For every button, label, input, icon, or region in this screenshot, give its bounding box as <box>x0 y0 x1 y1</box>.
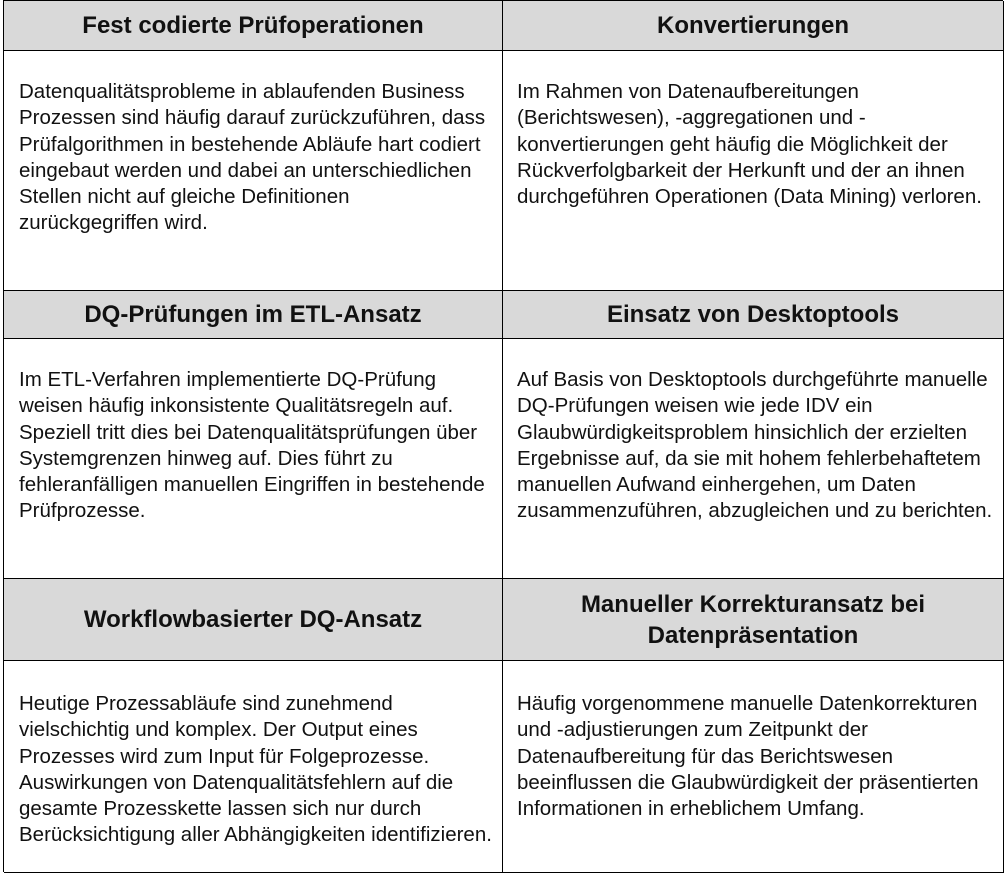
body-text: Datenqualitätsprobleme in ablaufenden Business Prozessen sind häufig darauf zurückzuführen, dass Prüfalgorithmen in bestehende Abläufe hart codiert eingebaut werden und dabei an unterschiedlichen Stellen nicht auf gleiche Definitionen zurückgegriffen wird. <box>19 80 486 235</box>
heading-text: Manueller Korrekturansatz bei Datenpräsentation <box>580 590 926 649</box>
heading-text: Konvertierungen <box>656 12 850 39</box>
body-text: Häufig vorgenommene manuelle Datenkorrekturen und -adjustierungen zum Zeitpunkt der Datenaufbereitung für das Berichtswesen beeinflussen die Glaubwürdigkeit der präsentierten Informationen in erheblichem Umfang. <box>517 692 979 821</box>
body-einsatz-desktoptools <box>503 339 1004 579</box>
heading-fest-codierte-pruefoperationen <box>4 1 503 51</box>
heading-einsatz-desktoptools <box>503 291 1004 339</box>
body-manueller-korrekturansatz <box>503 661 1004 873</box>
heading-dq-pruefungen-etl <box>4 291 503 339</box>
body-text: Im Rahmen von Datenaufbereitungen (Berichtswesen), -aggregationen und -konvertierungen geht häufig die Möglichkeit der Rückverfolgbarkeit der Herkunft und der an ihnen durchgeführen Operationen (Data Mining) verloren. <box>517 80 982 209</box>
body-konvertierungen <box>503 51 1004 291</box>
heading-konvertierungen <box>503 1 1004 51</box>
body-fest-codierte-pruefoperationen <box>4 51 503 291</box>
heading-manueller-korrekturansatz <box>503 579 1004 661</box>
body-text: Im ETL-Verfahren implementierte DQ-Prüfung weisen häufig inkonsistente Qualitätsregeln auf. Speziell tritt dies bei Datenqualitätsprüfungen über Systemgrenzen hinweg auf. Dies führt zu fehleranfälligen manuellen Eingriffen in bestehende Prüfprozesse. <box>19 368 485 523</box>
body-text: Heutige Prozessabläufe sind zunehmend vielschichtig und komplex. Der Output eines Prozesses wird zum Input für Folgeprozesse. Auswirkungen von Datenqualitätsfehlern auf die gesamte Prozesskette lassen sich nur durch Berücksichtigung aller Abhängigkeiten identifizieren. <box>19 692 492 847</box>
body-dq-pruefungen-etl <box>4 339 503 579</box>
heading-text: Fest codierte Prüfoperationen <box>82 12 424 39</box>
heading-text: Einsatz von Desktoptools <box>606 301 900 328</box>
problem-table <box>3 0 1003 872</box>
heading-text: DQ-Prüfungen im ETL-Ansatz <box>84 301 422 328</box>
heading-text: Workflowbasierter DQ-Ansatz <box>83 606 423 633</box>
heading-workflowbasierter-dq-ansatz <box>4 579 503 661</box>
body-text: Auf Basis von Desktoptools durchgeführte manuelle DQ-Prüfungen weisen wie jede IDV ein Glaubwürdigkeitsproblem hinsichlich der erzielten Ergebnisse auf, da sie mit hohem fehlerbehaftetem manuellen Aufwand einhergehen, um Daten zusammenzuführen, abzugleichen und zu berichten. <box>517 368 993 523</box>
body-workflowbasierter-dq-ansatz <box>4 661 503 873</box>
